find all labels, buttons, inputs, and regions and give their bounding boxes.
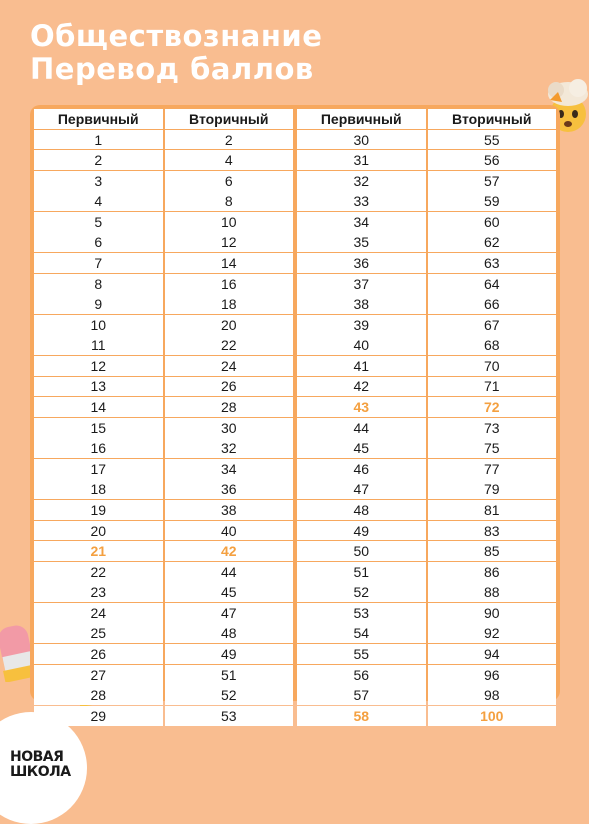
secondary-score: 92 — [428, 623, 557, 643]
primary-score: 1 — [34, 130, 163, 150]
secondary-score: 8 — [165, 191, 294, 211]
primary-score: 36 — [297, 253, 426, 273]
primary-score: 23 — [34, 582, 163, 602]
secondary-score: 62 — [428, 232, 557, 252]
primary-score: 9 — [34, 294, 163, 314]
secondary-score: 47 — [165, 603, 294, 623]
secondary-score: 64 — [428, 274, 557, 294]
table-row — [297, 644, 556, 664]
table-row — [297, 171, 556, 191]
table-row — [297, 603, 556, 623]
secondary-score: 30 — [165, 418, 294, 438]
table-header-row — [34, 109, 293, 129]
table-row — [34, 356, 293, 376]
primary-score: 56 — [297, 665, 426, 685]
primary-score: 6 — [34, 232, 163, 252]
secondary-score: 42 — [165, 541, 294, 561]
primary-score: 15 — [34, 418, 163, 438]
secondary-score: 68 — [428, 335, 557, 355]
primary-score: 55 — [297, 644, 426, 664]
table-row — [34, 335, 293, 355]
secondary-score: 36 — [165, 479, 294, 499]
primary-score: 20 — [34, 521, 163, 541]
secondary-score: 20 — [165, 315, 294, 335]
secondary-score: 2 — [165, 130, 294, 150]
table-row — [34, 459, 293, 479]
secondary-score: 4 — [165, 150, 294, 170]
secondary-score: 100 — [428, 706, 557, 726]
secondary-score: 56 — [428, 150, 557, 170]
primary-score: 58 — [297, 706, 426, 726]
table-row — [297, 274, 556, 294]
table-row — [297, 397, 556, 417]
primary-score: 18 — [34, 479, 163, 499]
secondary-score: 60 — [428, 212, 557, 232]
primary-score: 33 — [297, 191, 426, 211]
primary-score: 51 — [297, 562, 426, 582]
secondary-score: 57 — [428, 171, 557, 191]
secondary-score: 94 — [428, 644, 557, 664]
table-row — [34, 500, 293, 520]
table-row — [297, 418, 556, 438]
secondary-score: 67 — [428, 315, 557, 335]
primary-score: 24 — [34, 603, 163, 623]
secondary-score: 48 — [165, 623, 294, 643]
table-row — [34, 665, 293, 685]
secondary-score: 81 — [428, 500, 557, 520]
secondary-score: 98 — [428, 685, 557, 705]
logo-line-2: ШКОЛА — [10, 764, 71, 780]
table-row — [34, 150, 293, 170]
secondary-score: 66 — [428, 294, 557, 314]
primary-score: 28 — [34, 685, 163, 705]
primary-score: 31 — [297, 150, 426, 170]
primary-score: 2 — [34, 150, 163, 170]
table-row — [297, 479, 556, 499]
logo-line-1: НОВАЯ — [10, 749, 64, 765]
table-row — [297, 438, 556, 458]
logo — [10, 750, 71, 780]
primary-score: 49 — [297, 521, 426, 541]
secondary-score: 44 — [165, 562, 294, 582]
title-line-1: Обществознание — [30, 19, 323, 53]
table-row — [34, 377, 293, 397]
secondary-score: 86 — [428, 562, 557, 582]
table-row — [297, 665, 556, 685]
secondary-score: 88 — [428, 582, 557, 602]
secondary-score: 49 — [165, 644, 294, 664]
header-primary: Первичный — [297, 109, 426, 129]
primary-score: 53 — [297, 603, 426, 623]
table-right-half — [297, 109, 556, 726]
secondary-score: 12 — [165, 232, 294, 252]
secondary-score: 26 — [165, 377, 294, 397]
primary-score: 52 — [297, 582, 426, 602]
secondary-score: 55 — [428, 130, 557, 150]
primary-score: 32 — [297, 171, 426, 191]
secondary-score: 18 — [165, 294, 294, 314]
primary-score: 35 — [297, 232, 426, 252]
primary-score: 43 — [297, 397, 426, 417]
secondary-score: 90 — [428, 603, 557, 623]
secondary-score: 24 — [165, 356, 294, 376]
primary-score: 38 — [297, 294, 426, 314]
secondary-score: 6 — [165, 171, 294, 191]
primary-score: 48 — [297, 500, 426, 520]
header-primary: Первичный — [34, 109, 163, 129]
table-row — [297, 191, 556, 211]
table-row — [34, 541, 293, 561]
table-row — [297, 706, 556, 726]
table-row — [297, 294, 556, 314]
primary-score: 34 — [297, 212, 426, 232]
table-row — [297, 130, 556, 150]
title-line-2: Перевод баллов — [30, 52, 314, 86]
table-row — [297, 315, 556, 335]
secondary-score: 83 — [428, 521, 557, 541]
secondary-score: 16 — [165, 274, 294, 294]
primary-score: 16 — [34, 438, 163, 458]
primary-score: 37 — [297, 274, 426, 294]
page-title — [30, 20, 322, 86]
primary-score: 46 — [297, 459, 426, 479]
secondary-score: 38 — [165, 500, 294, 520]
table-row — [297, 335, 556, 355]
table-row — [34, 232, 293, 252]
table-row — [297, 377, 556, 397]
primary-score: 3 — [34, 171, 163, 191]
primary-score: 44 — [297, 418, 426, 438]
secondary-score: 85 — [428, 541, 557, 561]
secondary-score: 79 — [428, 479, 557, 499]
secondary-score: 10 — [165, 212, 294, 232]
primary-score: 21 — [34, 541, 163, 561]
table-row — [297, 541, 556, 561]
table-row — [34, 315, 293, 335]
secondary-score: 59 — [428, 191, 557, 211]
table-row — [34, 706, 293, 726]
primary-score: 8 — [34, 274, 163, 294]
primary-score: 50 — [297, 541, 426, 561]
secondary-score: 45 — [165, 582, 294, 602]
table-row — [34, 685, 293, 705]
secondary-score: 52 — [165, 685, 294, 705]
secondary-score: 75 — [428, 438, 557, 458]
table-row — [34, 212, 293, 232]
primary-score: 57 — [297, 685, 426, 705]
primary-score: 42 — [297, 377, 426, 397]
table-row — [34, 253, 293, 273]
primary-score: 39 — [297, 315, 426, 335]
table-row — [297, 212, 556, 232]
header-secondary: Вторичный — [165, 109, 294, 129]
secondary-score: 77 — [428, 459, 557, 479]
secondary-score: 22 — [165, 335, 294, 355]
primary-score: 12 — [34, 356, 163, 376]
secondary-score: 71 — [428, 377, 557, 397]
primary-score: 10 — [34, 315, 163, 335]
table-row — [34, 274, 293, 294]
secondary-score: 63 — [428, 253, 557, 273]
primary-score: 13 — [34, 377, 163, 397]
primary-score: 7 — [34, 253, 163, 273]
table-row — [34, 438, 293, 458]
table-row — [297, 685, 556, 705]
table-row — [34, 191, 293, 211]
primary-score: 30 — [297, 130, 426, 150]
secondary-score: 73 — [428, 418, 557, 438]
table-row — [297, 623, 556, 643]
table-row — [34, 479, 293, 499]
primary-score: 5 — [34, 212, 163, 232]
table-row — [34, 582, 293, 602]
table-row — [34, 397, 293, 417]
primary-score: 14 — [34, 397, 163, 417]
secondary-score: 70 — [428, 356, 557, 376]
primary-score: 26 — [34, 644, 163, 664]
primary-score: 4 — [34, 191, 163, 211]
table-row — [34, 418, 293, 438]
primary-score: 54 — [297, 623, 426, 643]
primary-score: 17 — [34, 459, 163, 479]
table-row — [34, 603, 293, 623]
table-row — [297, 562, 556, 582]
table-row — [297, 232, 556, 252]
table-row — [297, 356, 556, 376]
secondary-score: 96 — [428, 665, 557, 685]
secondary-score: 14 — [165, 253, 294, 273]
primary-score: 41 — [297, 356, 426, 376]
secondary-score: 51 — [165, 665, 294, 685]
primary-score: 19 — [34, 500, 163, 520]
secondary-score: 72 — [428, 397, 557, 417]
primary-score: 40 — [297, 335, 426, 355]
secondary-score: 53 — [165, 706, 294, 726]
table-row — [297, 150, 556, 170]
primary-score: 45 — [297, 438, 426, 458]
secondary-score: 28 — [165, 397, 294, 417]
primary-score: 25 — [34, 623, 163, 643]
secondary-score: 40 — [165, 521, 294, 541]
primary-score: 22 — [34, 562, 163, 582]
table-row — [297, 500, 556, 520]
table-left-half — [34, 109, 293, 726]
table-row — [34, 623, 293, 643]
table-row — [34, 171, 293, 191]
secondary-score: 32 — [165, 438, 294, 458]
primary-score: 27 — [34, 665, 163, 685]
table-row — [297, 459, 556, 479]
secondary-score: 34 — [165, 459, 294, 479]
table-row — [34, 294, 293, 314]
table-row — [297, 582, 556, 602]
table-row — [34, 644, 293, 664]
table-row — [297, 521, 556, 541]
primary-score: 47 — [297, 479, 426, 499]
table-row — [34, 130, 293, 150]
header-secondary: Вторичный — [428, 109, 557, 129]
table-header-row — [297, 109, 556, 129]
table-row — [34, 521, 293, 541]
table-row — [297, 253, 556, 273]
table-row — [34, 562, 293, 582]
primary-score: 11 — [34, 335, 163, 355]
primary-score: 29 — [34, 706, 163, 726]
score-conversion-table — [30, 105, 560, 724]
